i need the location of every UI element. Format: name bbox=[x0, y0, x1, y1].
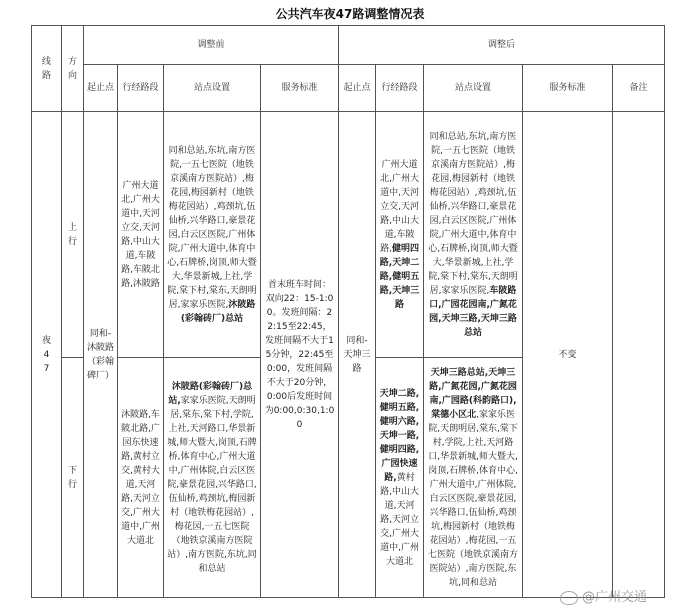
header-line: 线路 bbox=[32, 26, 62, 112]
before-down-stops-middle: 家家乐医院,天朗明居,棠东,棠下村,学院,上社,天河路口,华景新城,师大暨大,岗顶,石牌桥,体育中心,广州大道中,广州体院,白云区医院,豪景花园,兴华路口,伍仙桥,鸡颈坑,梅园新村（地铁梅花园站）,梅花园,一五七医院（地铁京溪南方医院站）,南方医院,东坑, bbox=[167, 395, 257, 560]
after-up-stops-plain: 同和总站,东坑,南方医院,一五七医院（地铁京溪南方医院站）,梅花园,梅园新村（地铁梅花园站）,鸡颈坑,伍仙桥,兴华路口,豪景花园,白云区医院,广州体院,广州大道中,体育中心,石牌桥,岗顶,师大暨大,华景新城,上社,学院,棠下村,棠东,天朗明居,家家乐医院, bbox=[428, 131, 518, 296]
after-down-stops-plain: ,家家乐医院,天朗明居,棠东,棠下村,学院,上社,天河路口,华景新城,师大暨大,岗顶,石牌桥,体育中心,广州大道中,广州体院,白云区医院,豪景花园,兴华路口,伍仙桥,鸡颈坑,梅园新村（地铁梅花园站）,梅花园,一五七医院（地铁京溪南方医院站）,南方医院,东坑,同和总站 bbox=[428, 409, 519, 588]
before-down-stops bbox=[164, 358, 261, 598]
after-up-stops bbox=[424, 112, 523, 358]
before-up-stops-start: 同和总站, bbox=[168, 145, 208, 156]
after-up-route-bold: 健明四路,天坤二路,健明五路,天坤三路 bbox=[379, 243, 420, 310]
header-after-stops: 站点设置 bbox=[424, 65, 523, 112]
after-service: 不变 bbox=[523, 112, 613, 598]
after-down-stops bbox=[424, 358, 523, 598]
after-up-route-plain: 广州大道北,广州大道中,天河立交,天河路,中山大道,车陂路, bbox=[380, 159, 419, 254]
header-before: 调整前 bbox=[84, 26, 339, 65]
page-title: 公共汽车夜47路调整情况表 bbox=[275, 7, 425, 21]
watermark-text: @广州交通 bbox=[582, 590, 648, 605]
header-direction: 方向 bbox=[62, 26, 84, 112]
after-up-route bbox=[376, 112, 424, 358]
after-down-route bbox=[376, 358, 424, 598]
before-up-stops-end: 沐陂路(彩翰砖厂)总站 bbox=[180, 299, 256, 324]
before-down-route: 沐陂路,车陂北路,广园东快速路,黄村立交,黄村大道,天河路,天河立交,广州大道中,广州大道北 bbox=[118, 358, 164, 598]
header-after-start-end: 起止点 bbox=[339, 65, 376, 112]
header-remarks: 备注 bbox=[613, 65, 665, 112]
after-down-route-bold: 天坤二路,健明五路,健明六路,天坤一路,健明四路,广园快速路, bbox=[379, 388, 420, 483]
line-name-cell: 夜47 bbox=[32, 112, 62, 598]
weibo-watermark bbox=[560, 586, 647, 605]
weibo-logo-icon bbox=[560, 591, 578, 605]
before-down-stops-start: 沐陂路(彩翰砖厂)总站, bbox=[168, 381, 253, 406]
after-down-route-plain: 黄村路,中山大道,天河路,天河立交,广州大道中,广州大道北 bbox=[380, 472, 419, 567]
before-up-stops-middle: 东坑,南方医院,一五七医院（地铁京溪南方医院站）,梅花园,梅园新村（地铁梅花园站）,鸡颈坑,伍仙桥,兴华路口,豪景花园,白云区医院,广州体院,广州大道中,体育中心,石牌桥,岗顶,师大暨大,华景新城,上社,学院,棠下村,棠东,天朗明居,家家乐医院, bbox=[167, 145, 257, 310]
after-up-stops-bold: 车陂路口,广园花园南,广氮花园,天坤三路,天坤三路总站 bbox=[429, 285, 517, 338]
after-start-end: 同和-天坤三路 bbox=[339, 112, 376, 598]
before-down-stops-end: 同和总站 bbox=[198, 549, 257, 574]
after-down-stops-bold: 天坤三路总站,天坤三路,广氮花园,广氮花园南,广园路(科韵路口),棠德小区北 bbox=[429, 367, 517, 420]
header-before-start-end: 起止点 bbox=[84, 65, 118, 112]
remarks-cell bbox=[613, 112, 665, 598]
header-after-service: 服务标准 bbox=[523, 65, 613, 112]
before-up-route: 广州大道北,广州大道中,天河立交,天河路,中山大道,车陂路,车陂北路,沐陂路 bbox=[118, 112, 164, 358]
before-up-stops bbox=[164, 112, 261, 358]
header-after-route: 行经路段 bbox=[376, 65, 424, 112]
header-before-route: 行经路段 bbox=[118, 65, 164, 112]
before-service: 首末班车时间：双向22：15-1:00。发班间隔：22:15至22:45，发班间隔不大于15分钟，22:45至0:00，发班间隔不大于20分钟，0:00后发班时间为0:00,0:30,1:00 bbox=[261, 112, 339, 598]
header-before-service: 服务标准 bbox=[261, 65, 339, 112]
header-after: 调整后 bbox=[339, 26, 665, 65]
adjustment-table bbox=[31, 25, 665, 598]
before-start-end: 同和-沐陂路（彩翰碑厂） bbox=[84, 112, 118, 598]
header-before-stops: 站点设置 bbox=[164, 65, 261, 112]
direction-down: 下行 bbox=[62, 358, 84, 598]
direction-up: 上行 bbox=[62, 112, 84, 358]
